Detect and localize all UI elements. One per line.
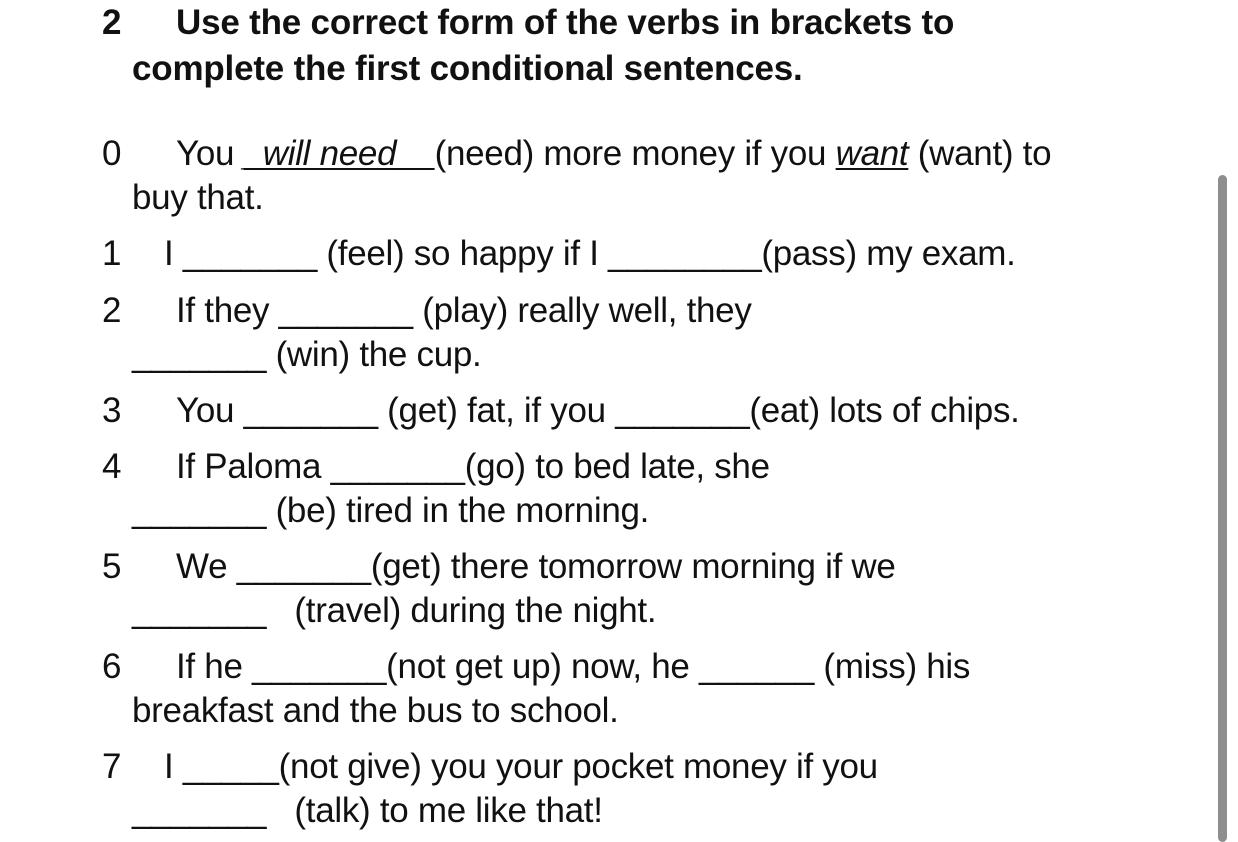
sentence-text-part: (need) more money if you xyxy=(434,134,836,173)
exercise-heading xyxy=(102,0,1102,92)
sentence-continuation: breakfast and the bus to school. xyxy=(132,691,619,730)
sentence-continuation: _______ (win) the cup. xyxy=(132,335,482,374)
sentence-4 xyxy=(102,445,1142,533)
sentence-1 xyxy=(102,232,1142,276)
instruction-line-2: complete the first conditional sentences. xyxy=(132,49,803,88)
sentence-line: We _______(get) there tomorrow morning if we xyxy=(176,547,896,586)
sentence-number: 1 xyxy=(102,234,122,273)
sentence-3 xyxy=(102,389,1142,433)
sentence-text-part: You xyxy=(176,134,244,173)
sentence-6 xyxy=(102,645,1142,733)
instruction-line-1: Use the correct form of the verbs in brackets to xyxy=(176,3,955,42)
sentence-continuation: buy that. xyxy=(132,178,264,217)
sentence-line: If they _______ (play) really well, they xyxy=(176,291,752,330)
sentence-number: 3 xyxy=(102,391,122,430)
sentence-number: 6 xyxy=(102,647,122,686)
sentence-continuation: _______ (travel) during the night. xyxy=(132,591,657,630)
sentence-number: 7 xyxy=(102,747,122,786)
sentence-continuation: _______ (be) tired in the morning. xyxy=(132,491,650,530)
sentence-number: 5 xyxy=(102,547,122,586)
sentence-5 xyxy=(102,545,1142,633)
sentence-line: If he _______(not get up) now, he ______ (miss) his xyxy=(176,647,971,686)
sentence-text-part: (want) to xyxy=(908,134,1052,173)
sentence-number: 0 xyxy=(102,134,122,173)
example-answer-2: want xyxy=(835,134,909,173)
sentence-2 xyxy=(102,289,1142,377)
sentence-continuation: _______ (talk) to me like that! xyxy=(132,791,603,830)
sentence-line: You _______ (get) fat, if you _______(eat) lots of chips. xyxy=(176,391,1020,430)
example-sentence-0 xyxy=(102,132,1142,220)
sentence-line: If Paloma _______(go) to bed late, she xyxy=(176,447,770,486)
example-answer-1: _will need__ xyxy=(243,134,435,173)
sentence-number: 4 xyxy=(102,447,122,486)
sentence-7 xyxy=(102,745,1142,833)
sentence-line: I _______ (feel) so happy if I ________(pass) my exam. xyxy=(164,234,1016,273)
sentence-number: 2 xyxy=(102,291,122,330)
sentence-line: I _____(not give) you your pocket money if you xyxy=(164,747,878,786)
exercise-number: 2 xyxy=(102,3,122,42)
vertical-scrollbar[interactable] xyxy=(1218,175,1227,842)
